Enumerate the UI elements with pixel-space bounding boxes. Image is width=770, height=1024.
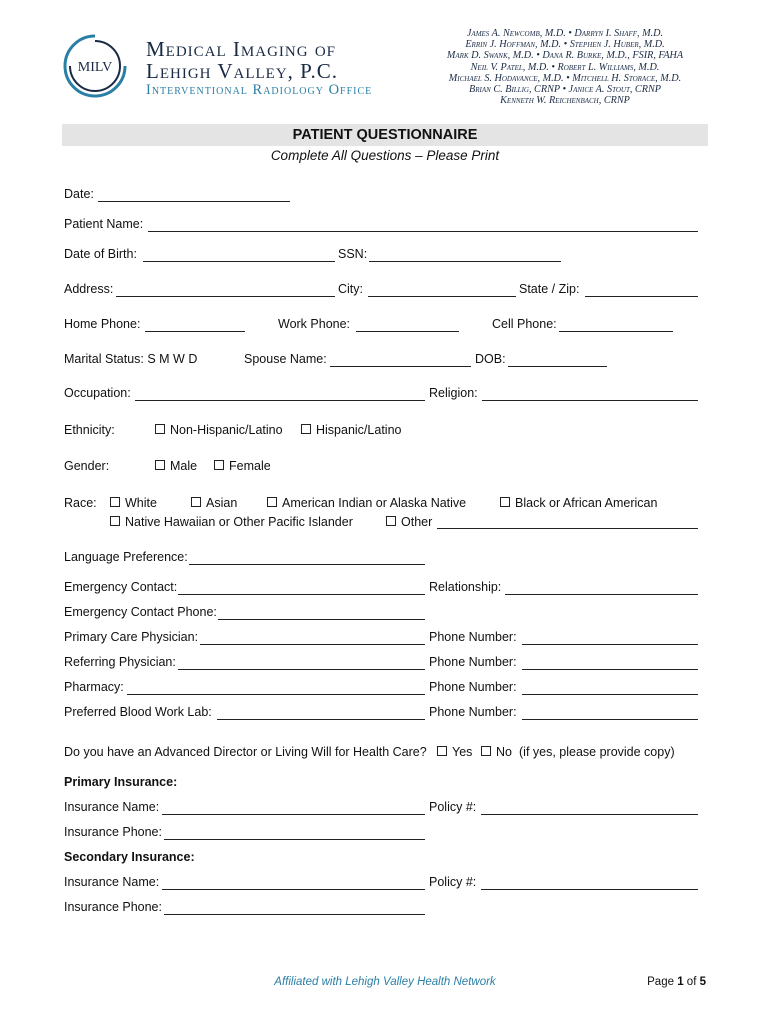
language-label: Language Preference: [64,550,188,564]
insurance-phone-label: Insurance Phone: [64,825,162,839]
option-label: Yes [452,745,473,759]
checkbox-icon[interactable] [110,497,120,507]
insurance-name-label: Insurance Name: [64,875,160,889]
primary-insurance-phone-field[interactable] [164,839,425,840]
checkbox-icon[interactable] [437,746,447,756]
spouse-name-label: Spouse Name: [244,352,327,366]
primary-insurance-heading: Primary Insurance: [64,775,178,789]
option-label: Female [229,459,271,473]
emergency-contact-field[interactable] [178,594,425,595]
page-prefix: Page [647,976,678,988]
spouse-dob-label: DOB: [475,352,506,366]
doctor-line: Neil V. Patel, M.D. • Robert L. Williams, M.D. [470,61,660,73]
referring-physician-phone-field[interactable] [522,669,698,670]
checkbox-icon[interactable] [267,497,277,507]
blood-lab-label: Preferred Blood Work Lab: [64,705,212,719]
doctor-line: James A. Newcomb, M.D. • Darryn I. Shaff, M.D. [466,28,664,39]
emergency-phone-field[interactable] [218,619,425,620]
policy-label: Policy #: [429,800,477,814]
ssn-label: SSN: [338,247,368,261]
state-zip-label: State / Zip: [519,282,580,296]
race-option[interactable] [110,496,157,510]
primary-physician-phone-field[interactable] [522,644,698,645]
primary-policy-field[interactable] [481,814,698,815]
insurance-phone-label: Insurance Phone: [64,900,162,914]
ssn-field[interactable] [369,261,561,262]
milv-logo [62,33,128,99]
insurance-name-label: Insurance Name: [64,800,160,814]
address-label: Address: [64,282,114,296]
race-option[interactable] [110,515,353,529]
directive-question: Do you have an Advanced Director or Living Will for Health Care? [64,745,427,759]
language-field[interactable] [189,564,425,565]
emergency-phone-label: Emergency Contact Phone: [64,605,217,619]
phone-number-label: Phone Number: [429,680,517,694]
religion-label: Religion: [429,386,478,400]
form-subtitle: Complete All Questions – Please Print [270,148,500,163]
gender-option[interactable] [214,459,271,473]
religion-field[interactable] [482,400,698,401]
occupation-field[interactable] [135,400,425,401]
city-field[interactable] [368,296,516,297]
secondary-insurance-name-field[interactable] [162,889,425,890]
work-phone-label: Work Phone: [278,317,351,331]
patient-name-field[interactable] [148,231,698,232]
doctor-line: Michael S. Hodavance, M.D. • Mitchell H. Storace, M.D. [448,72,682,84]
doctor-line: Mark D. Swank, M.D. • Dana R. Burke, M.D., FSIR, FAHA [446,50,684,62]
gender-label: Gender: [64,459,110,473]
blood-lab-field[interactable] [217,719,425,720]
logo-text: MILV [77,60,113,75]
directive-no-option[interactable] [481,745,512,759]
ethnicity-option[interactable] [301,423,401,437]
option-label: Native Hawaiian or Other Pacific Islander [125,515,353,529]
option-label: Hispanic/Latino [316,423,402,437]
org-name-line2: Lehigh Valley, P.C. [146,59,339,83]
home-phone-field[interactable] [145,331,245,332]
page-mid: of [683,976,700,988]
secondary-policy-field[interactable] [481,889,698,890]
form-title: PATIENT QUESTIONNAIRE [62,124,708,146]
patient-name-label: Patient Name: [64,217,144,231]
date-label: Date: [64,187,94,201]
state-zip-field[interactable] [585,296,698,297]
address-field[interactable] [116,296,335,297]
spouse-dob-field[interactable] [508,366,607,367]
primary-insurance-name-field[interactable] [162,814,425,815]
referring-physician-label: Referring Physician: [64,655,176,669]
dob-field[interactable] [143,261,335,262]
page-total: 5 [699,976,706,988]
pharmacy-field[interactable] [127,694,425,695]
race-option[interactable] [191,496,237,510]
race-option[interactable] [386,515,432,529]
primary-physician-field[interactable] [200,644,425,645]
directive-note: (if yes, please provide copy) [519,745,675,759]
pharmacy-label: Pharmacy: [64,680,124,694]
page-current: 1 [677,976,684,988]
blood-lab-phone-field[interactable] [522,719,698,720]
option-label: Asian [206,496,238,510]
cell-phone-label: Cell Phone: [492,317,557,331]
gender-option[interactable] [155,459,197,473]
relationship-field[interactable] [505,594,698,595]
cell-phone-field[interactable] [559,331,673,332]
phone-number-label: Phone Number: [429,630,517,644]
occupation-label: Occupation: [64,386,131,400]
phone-number-label: Phone Number: [429,655,517,669]
doctor-line: Kenneth W. Reichenbach, CRNP [500,95,630,107]
secondary-insurance-heading: Secondary Insurance: [64,850,195,864]
checkbox-icon[interactable] [301,424,311,434]
checkbox-icon[interactable] [155,424,165,434]
option-label: Non-Hispanic/Latino [170,423,283,437]
checkbox-icon[interactable] [386,516,396,526]
phone-number-label: Phone Number: [429,705,517,719]
option-label: American Indian or Alaska Native [282,496,467,510]
affiliation-footer: Affiliated with Lehigh Valley Health Network [274,976,496,988]
dob-label: Date of Birth: [64,247,137,261]
directive-yes-option[interactable] [437,745,472,759]
org-name-line1: Medical Imaging of [146,37,336,61]
checkbox-icon[interactable] [155,460,165,470]
policy-label: Policy #: [429,875,477,889]
pharmacy-phone-field[interactable] [522,694,698,695]
checkbox-icon[interactable] [214,460,224,470]
referring-physician-field[interactable] [178,669,425,670]
race-other-field[interactable] [437,528,698,529]
work-phone-field[interactable] [356,331,459,332]
option-label: Other [401,515,433,529]
secondary-insurance-phone-field[interactable] [164,914,425,915]
home-phone-label: Home Phone: [64,317,141,331]
page-number [647,976,706,988]
doctor-list [420,28,710,106]
option-label: Male [170,459,198,473]
checkbox-icon[interactable] [191,497,201,507]
org-subtitle: Interventional Radiology Office [146,82,373,98]
date-field[interactable] [98,201,290,202]
race-option[interactable] [500,496,657,510]
city-label: City: [338,282,363,296]
primary-physician-label: Primary Care Physician: [64,630,199,644]
doctor-line: Brian C. Billig, CRNP • Janice A. Stout, CRNP [469,84,661,96]
emergency-contact-label: Emergency Contact: [64,580,178,594]
relationship-label: Relationship: [429,580,502,594]
ethnicity-label: Ethnicity: [64,423,115,437]
option-label: White [125,496,157,510]
race-label: Race: [64,496,97,510]
option-label: Black or African American [515,496,658,510]
option-label: No [496,745,512,759]
marital-status-label[interactable]: Marital Status: S M W D [64,352,198,366]
race-option[interactable] [267,496,466,510]
doctor-line: Errin J. Hoffman, M.D. • Stephen J. Huber, M.D. [465,39,665,51]
checkbox-icon[interactable] [110,516,120,526]
checkbox-icon[interactable] [481,746,491,756]
ethnicity-option[interactable] [155,423,283,437]
spouse-name-field[interactable] [330,366,471,367]
checkbox-icon[interactable] [500,497,510,507]
